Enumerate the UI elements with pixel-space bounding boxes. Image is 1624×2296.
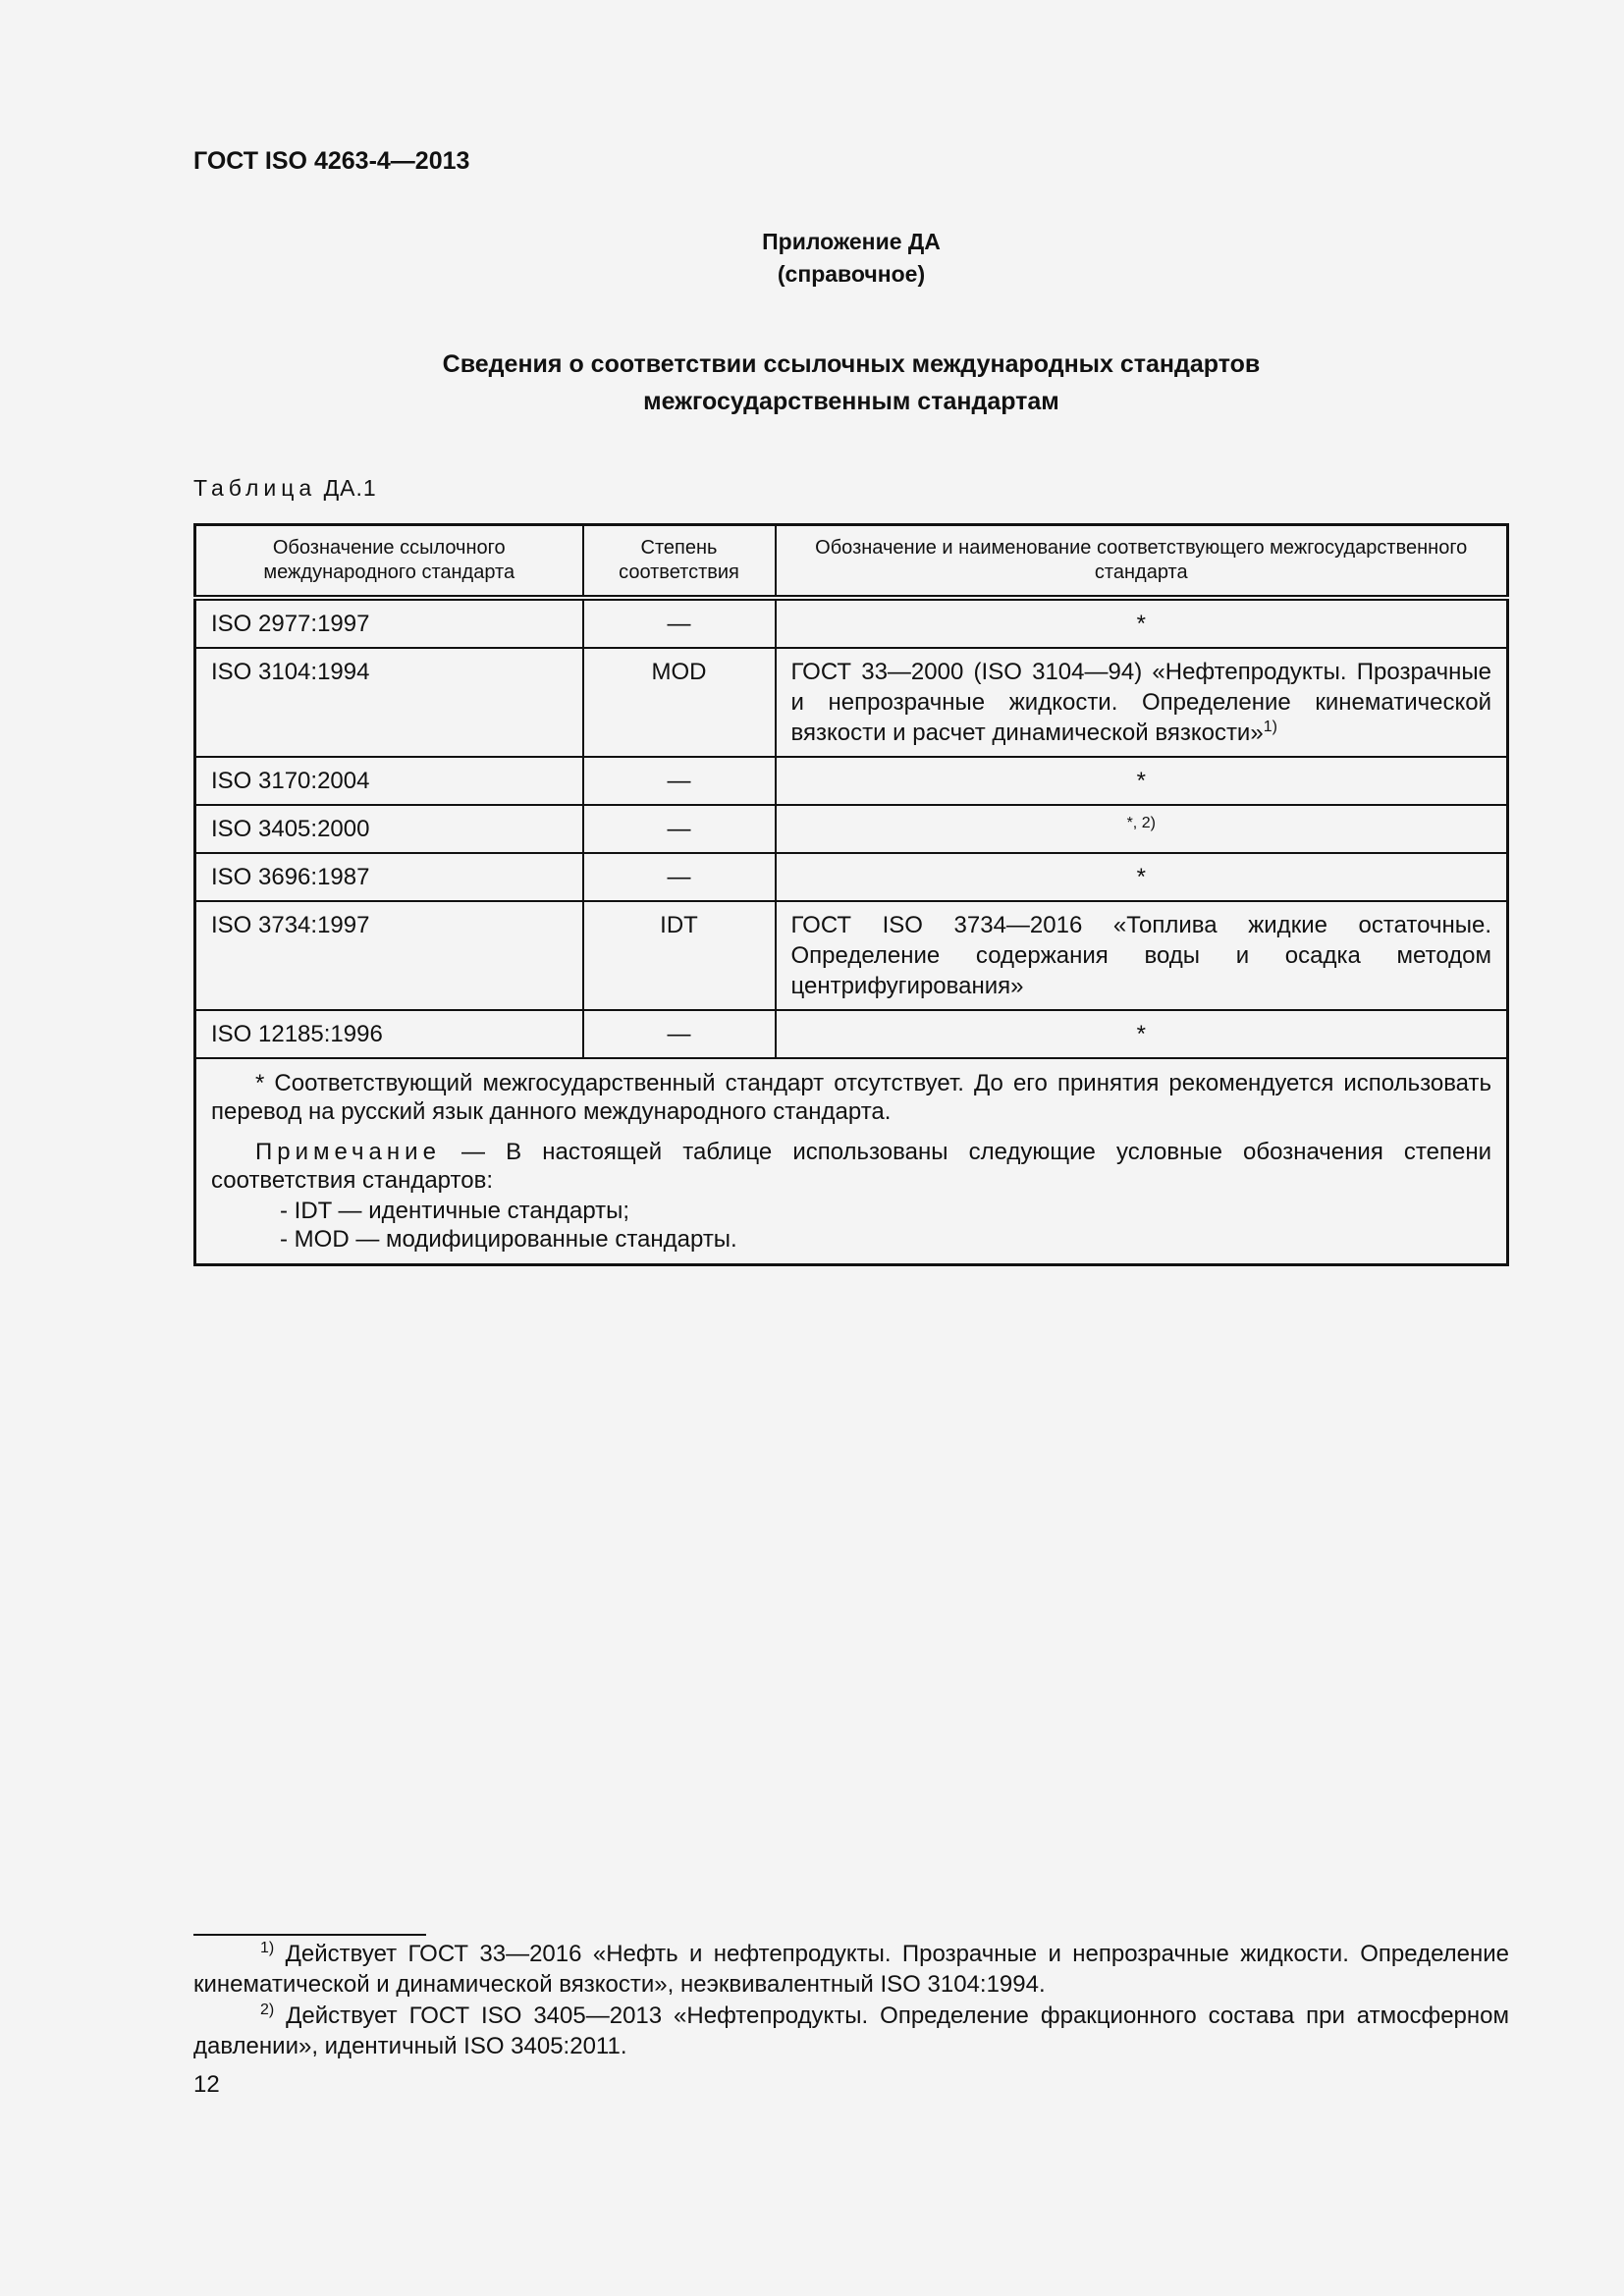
footnote-ref: 1) [1263, 719, 1277, 735]
table-caption [193, 475, 377, 502]
table-row [195, 757, 1508, 805]
correspondence-text: ГОСТ ISO 3734—2016 «Топлива жидкие остаточные. Определение содержания воды и осадка методом центрифугирования» [790, 912, 1491, 999]
note-text: — В настоящей таблице использованы следующие условные обозначения степени соответствия стандартов: [211, 1139, 1491, 1194]
cell-correspondence [776, 757, 1508, 805]
cell-standard: ISO 2977:1997 [195, 598, 583, 648]
cell-correspondence [776, 648, 1508, 757]
cell-degree: — [583, 853, 776, 901]
cell-degree: MOD [583, 648, 776, 757]
appendix-heading [193, 226, 1509, 291]
cell-standard: ISO 3734:1997 [195, 901, 583, 1010]
table-caption-number: ДА.1 [323, 475, 377, 501]
cell-degree: — [583, 598, 776, 648]
cell-standard: ISO 3170:2004 [195, 757, 583, 805]
star-note: * Соответствующий межгосударственный стандарт отсутствует. До его принятия рекомендуется использовать перевод на русский язык данного международного стандарта. [211, 1070, 1491, 1125]
table-row [195, 648, 1508, 757]
table-row [195, 901, 1508, 1010]
header-interstate-standard: Обозначение и наименование соответствующего межгосударственного стандарта [776, 525, 1508, 599]
table-caption-label: Таблица [193, 475, 317, 501]
section-title [193, 346, 1509, 420]
header-reference-standard: Обозначение ссылочного международного стандарта [195, 525, 583, 599]
table-row [195, 1010, 1508, 1058]
cell-standard: ISO 3696:1987 [195, 853, 583, 901]
footnote-ref: , 2) [1132, 815, 1156, 831]
cell-correspondence [776, 805, 1508, 853]
cell-standard: ISO 12185:1996 [195, 1010, 583, 1058]
table-notes [195, 1058, 1508, 1265]
footnote-separator [193, 1934, 426, 1936]
appendix-title: Приложение ДА [762, 229, 941, 254]
note-label: Примечание [255, 1139, 441, 1165]
document-code: ГОСТ ISO 4263-4—2013 [193, 147, 470, 175]
cell-degree: — [583, 757, 776, 805]
note-paragraph [211, 1138, 1491, 1195]
cell-degree: — [583, 805, 776, 853]
correspondence-text: * [1136, 1021, 1146, 1047]
cell-standard: ISO 3405:2000 [195, 805, 583, 853]
appendix-subtitle: (справочное) [777, 261, 926, 287]
footnote-mark: 2) [260, 2002, 275, 2018]
table-row [195, 853, 1508, 901]
cell-correspondence [776, 1010, 1508, 1058]
cell-standard: ISO 3104:1994 [195, 648, 583, 757]
footnote-2 [193, 2001, 1509, 2061]
correspondence-text: * [1126, 815, 1133, 831]
correspondence-text: * [1136, 611, 1146, 637]
cell-correspondence [776, 598, 1508, 648]
note-item-mod: - MOD — модифицированные стандарты. [280, 1226, 737, 1253]
header-degree: Степень соответствия [583, 525, 776, 599]
footnote-1 [193, 1939, 1509, 2000]
cell-correspondence [776, 853, 1508, 901]
table-header-row [195, 525, 1508, 599]
correspondence-text: * [1136, 864, 1146, 890]
correspondence-table [193, 523, 1509, 1266]
note-item-idt: - IDT — идентичные стандарты; [280, 1198, 630, 1224]
page-number: 12 [193, 2071, 220, 2098]
correspondence-text: ГОСТ 33—2000 (ISO 3104—94) «Нефтепродукты. Прозрачные и непрозрачные жидкости. Определение кинематической вязкости и расчет динамической вязкости» [790, 659, 1491, 746]
section-title-line-1: Сведения о соответствии ссылочных международных стандартов [442, 350, 1261, 378]
cell-degree: IDT [583, 901, 776, 1010]
cell-correspondence [776, 901, 1508, 1010]
footnote-text: Действует ГОСТ 33—2016 «Нефть и нефтепродукты. Прозрачные и непрозрачные жидкости. Определение кинематической и динамической вязкости», неэквивалентный ISO 3104:1994. [193, 1941, 1509, 1998]
table-row [195, 598, 1508, 648]
cell-degree: — [583, 1010, 776, 1058]
table-row [195, 805, 1508, 853]
correspondence-text: * [1136, 768, 1146, 794]
table-notes-row [195, 1058, 1508, 1265]
footnote-text: Действует ГОСТ ISO 3405—2013 «Нефтепродукты. Определение фракционного состава при атмосферном давлении», идентичный ISO 3405:2011. [193, 2002, 1509, 2059]
section-title-line-2: межгосударственным стандартам [643, 388, 1059, 415]
footnote-mark: 1) [260, 1940, 275, 1956]
